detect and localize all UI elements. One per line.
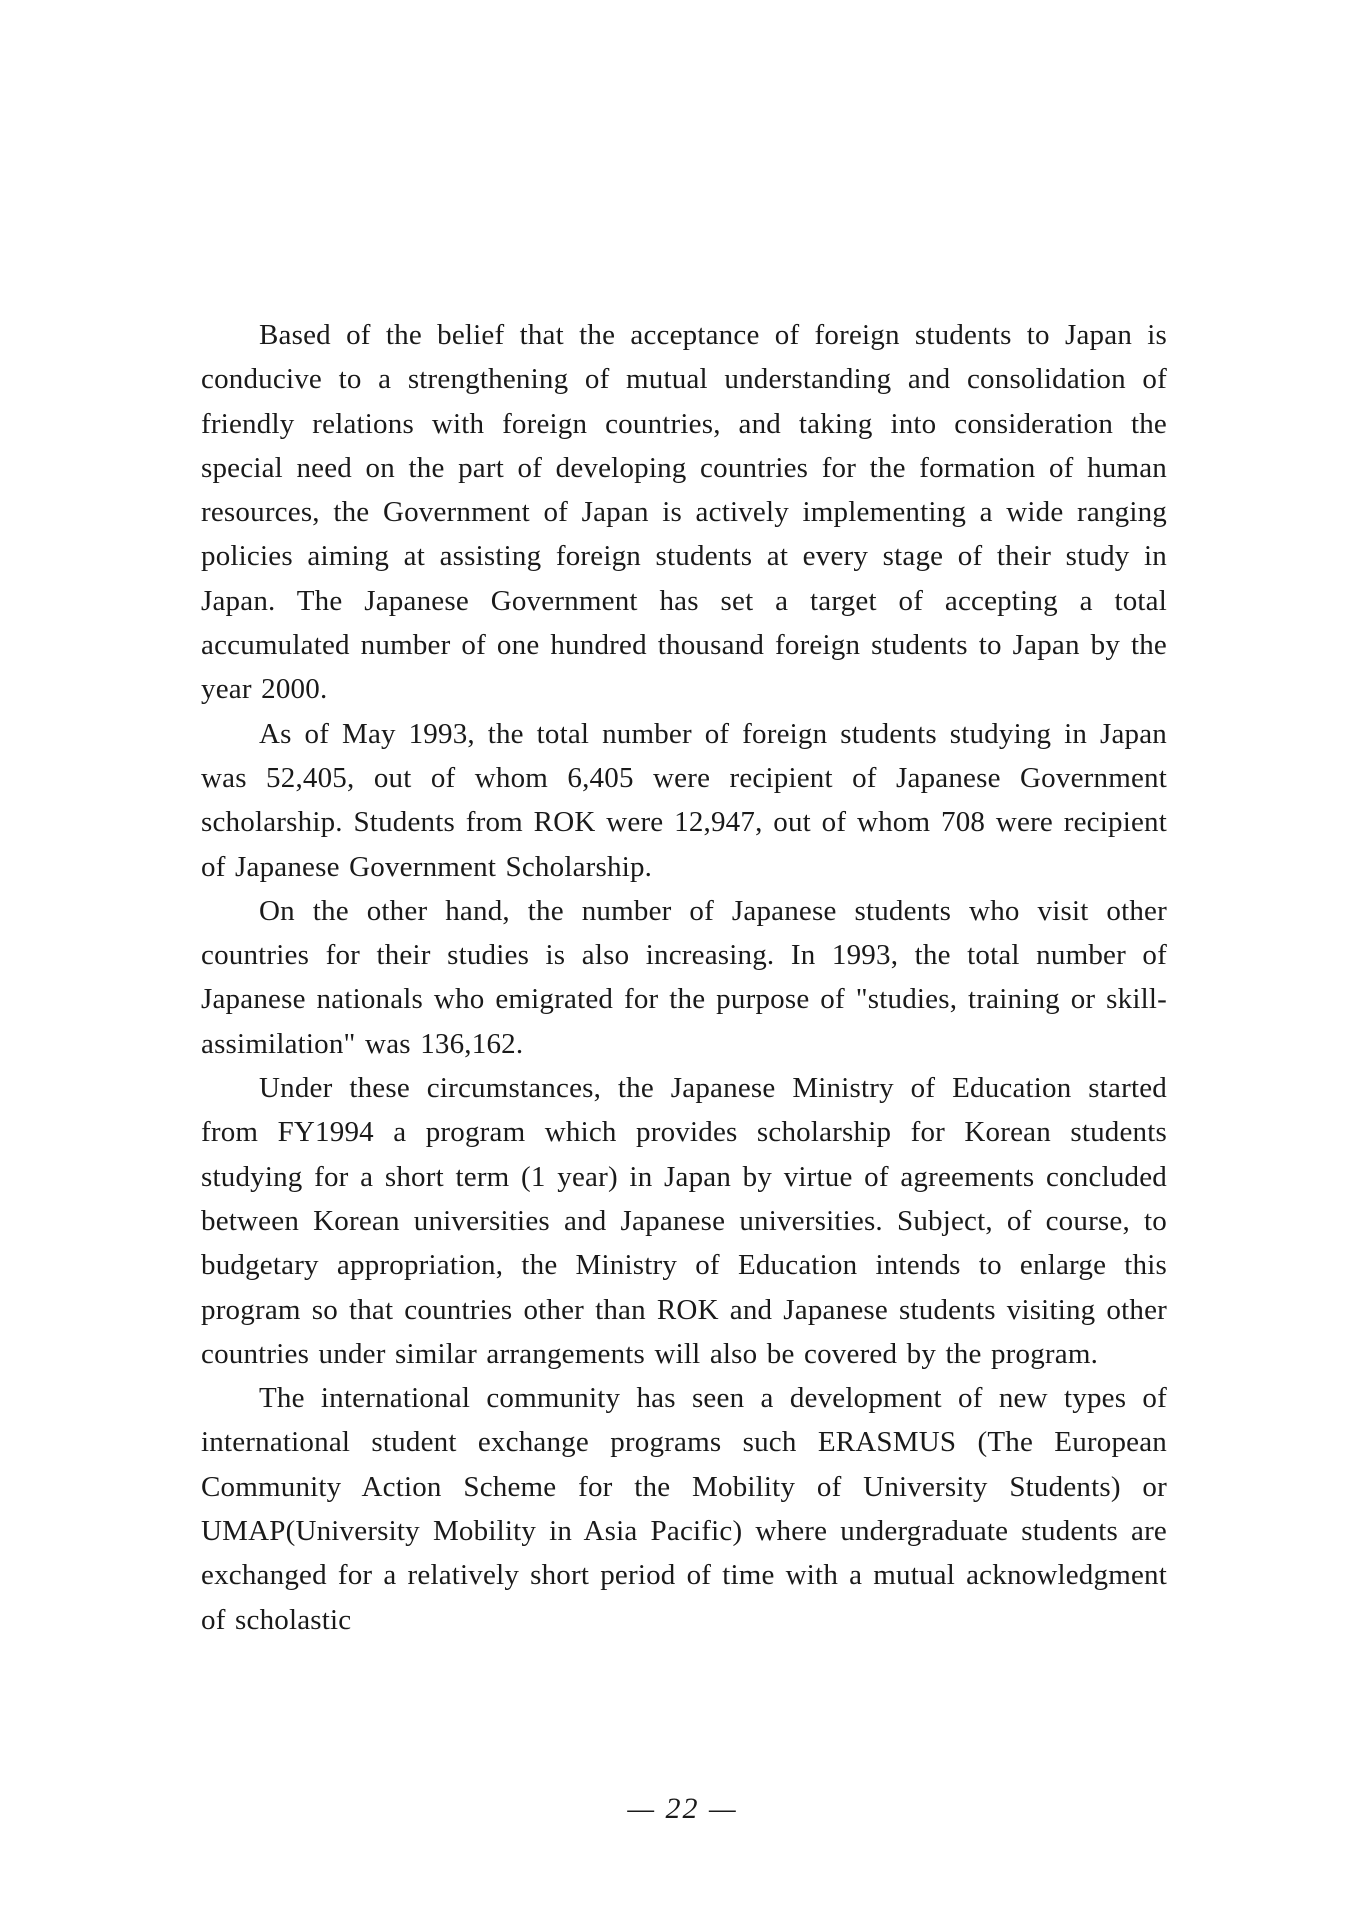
body-text xyxy=(201,313,1167,1642)
paragraph-4: Under these circumstances, the Japanese Ministry of Education started from FY1994 a program which provides scholarship for Korean students studying for a short term (1 year) in Japan by virtue of agreements concluded between Korean universities and Japanese universities. Subject, of course, to budgetary appropriation, the Ministry of Education intends to enlarge this program so that countries other than ROK and Japanese students visiting other countries under similar arrangements will also be covered by the program. xyxy=(201,1072,1167,1370)
paragraph-2: As of May 1993, the total number of foreign students studying in Japan was 52,405, out of whom 6,405 were recipient of Japanese Government scholarship. Students from ROK were 12,947, out of whom 708 were recipient of Japanese Government Scholarship. xyxy=(201,717,1167,883)
paragraph-5: The international community has seen a development of new types of international student exchange programs such ERASMUS (The European Community Action Scheme for the Mobility of University Students) or UMAP(University Mobility in Asia Pacific) where undergraduate students are exchanged for a relatively short period of time with a mutual acknowledgment of scholastic xyxy=(201,1382,1167,1636)
page-number: — 22 — xyxy=(627,1792,738,1825)
paragraph-1: Based of the belief that the acceptance of foreign students to Japan is conducive to a strengthening of mutual understanding and consolidation of friendly relations with foreign countries, and taking into consideration the special need on the part of developing countries for the formation of human resources, the Government of Japan is actively implementing a wide ranging policies aiming at assisting foreign students at every stage of their study in Japan. The Japanese Government has set a target of accepting a total accumulated number of one hundred thousand foreign students to Japan by the year 2000. xyxy=(201,319,1167,706)
paragraph-3: On the other hand, the number of Japanese students who visit other countries for their studies is also increasing. In 1993, the total number of Japanese nationals who emigrated for the purpose of "studies, training or skill-assimilation" was 136,162. xyxy=(201,894,1167,1060)
